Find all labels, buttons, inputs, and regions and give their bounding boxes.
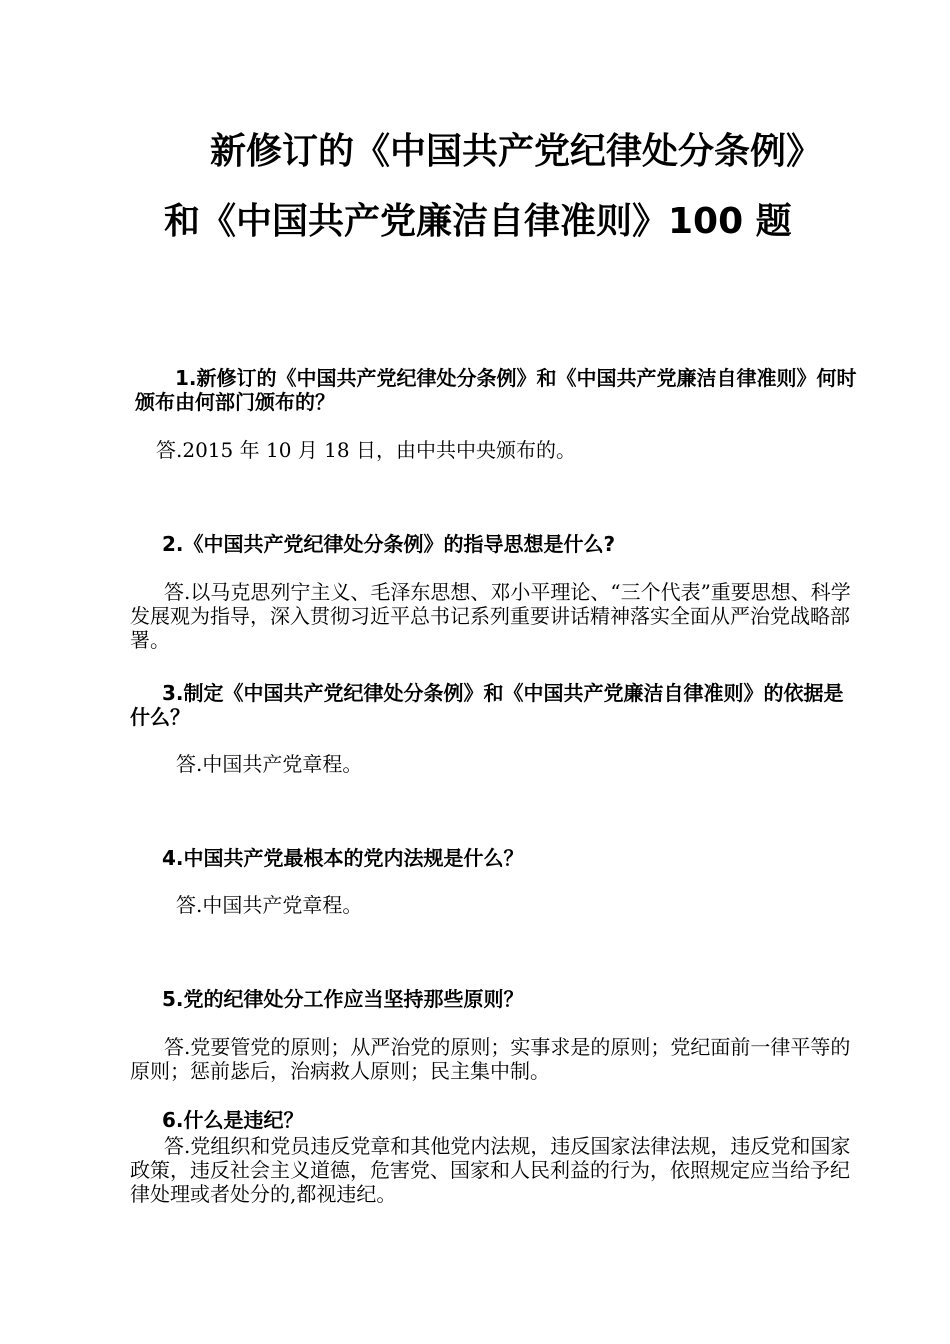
question-3: 3.制定《中国共产党纪律处分条例》和《中国共产党廉洁自律准则》的依据是什么？ <box>130 681 844 729</box>
question-2: 2.《中国共产党纪律处分条例》的指导思想是什么? <box>162 532 616 556</box>
answer-2: 答.以马克思列宁主义、毛泽东思想、邓小平理论、“三个代表”重要思想、科学发展观为指导，深入贯彻习近平总书记系列重要讲话精神落实全面从严治党战略部署。 <box>130 580 851 652</box>
question-4: 4.中国共产党最根本的党内法规是什么？ <box>162 846 524 870</box>
answer-1: 答.2015 年 10 月 18 日，由中共中央颁布的。 <box>156 438 576 462</box>
answer-5: 答.党要管党的原则；从严治党的原则；实事求是的原则；党纪面前一律平等的原则；惩前毖后，治病救人原则；民主集中制。 <box>130 1035 851 1083</box>
question-6: 6.什么是违纪？ <box>162 1108 304 1132</box>
document-title-line-1: 新修订的《中国共产党纪律处分条例》 <box>210 131 823 172</box>
answer-4: 答.中国共产党章程。 <box>176 893 363 917</box>
question-5: 5.党的纪律处分工作应当坚持那些原则？ <box>162 987 524 1011</box>
document-title-line-2: 和《中国共产党廉洁自律准则》100 题 <box>164 201 792 242</box>
question-1: 1.新修订的《中国共产党纪律处分条例》和《中国共产党廉洁自律准则》何时颁布由何部门颁布的？ <box>135 366 857 414</box>
answer-6: 答.党组织和党员违反党章和其他党内法规，违反国家法律法规，违反党和国家政策，违反社会主义道德，危害党、国家和人民利益的行为，依照规定应当给予纪律处理或者处分的,都视违纪。 <box>130 1134 851 1206</box>
answer-3: 答.中国共产党章程。 <box>176 752 363 776</box>
